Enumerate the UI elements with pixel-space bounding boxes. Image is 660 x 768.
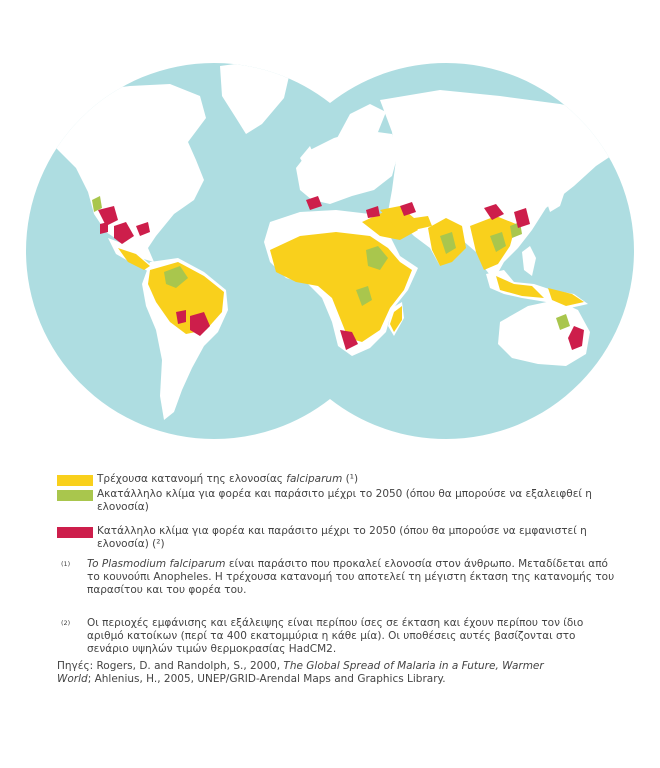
- source-suffix: ; Ahlenius, H., 2005, UNEP/GRID-Arendal Maps and Graphics Library.: [87, 673, 446, 685]
- legend-label: Κατάλληλο κλίμα για φορέα και παράσιτο μέχρι το 2050 (όπου θα μπορούσε να εμφανιστεί η ελονοσία) (²): [97, 524, 587, 550]
- source-citation: [57, 660, 577, 686]
- footnote-marker: (2): [61, 619, 71, 627]
- source-prefix: Πηγές: Rogers, D. and Randolph, S., 2000,: [57, 660, 284, 672]
- new-zealand: [602, 354, 618, 384]
- globe: [0, 40, 660, 458]
- legend-item-unsuitable-climate: [57, 488, 617, 515]
- footnote-text: είναι παράσιτο που προκαλεί ελονοσία στον άνθρωπο. Μεταδίδεται από το κουνούπι Anopheles. Η τρέχουσα κατανομή του αποτελεί τη μέγιστη έκταση της κατανομής του παρασίτου και του φορέα του.: [87, 558, 615, 596]
- legend-label-note-ref: (¹): [342, 473, 359, 485]
- legend-label: Τρέχουσα κατανομή της ελονοσίας: [97, 473, 287, 485]
- footnote-2: [57, 617, 617, 656]
- legend-swatch-yellow: [57, 475, 93, 486]
- legend-label: Ακατάλληλο κλίμα για φορέα και παράσιτο μέχρι το 2050 (όπου θα μπορούσε να εξαλειφθεί η ελονοσία): [97, 487, 592, 513]
- legend: [57, 473, 617, 552]
- footnotes: [57, 558, 617, 656]
- footnote-text: Οι περιοχές εμφάνισης και εξάλειψης είναι περίπου ίσες σε έκταση και έχουν περίπου τον ίδιο αριθμό κατοίκων (περί τα 400 εκατομμύρια η κάθε μία). Οι υποθέσεις αυτές βασίζονται στο σενάριο υψηλών τιμών θερμοκρασίας HadCM2.: [87, 617, 584, 655]
- legend-swatch-red: [57, 527, 93, 538]
- source-title: The Global Spread of Malaria in a Future, Warmer World: [57, 660, 544, 685]
- footnote-italic: To Plasmodium falciparum: [87, 558, 226, 570]
- legend-swatch-green: [57, 490, 93, 501]
- legend-item-suitable-climate: [57, 525, 617, 552]
- legend-item-current-distribution: [57, 473, 617, 487]
- legend-label-italic: falciparum: [286, 473, 343, 485]
- footnote-1: [57, 558, 617, 597]
- footnote-marker: (1): [61, 560, 71, 568]
